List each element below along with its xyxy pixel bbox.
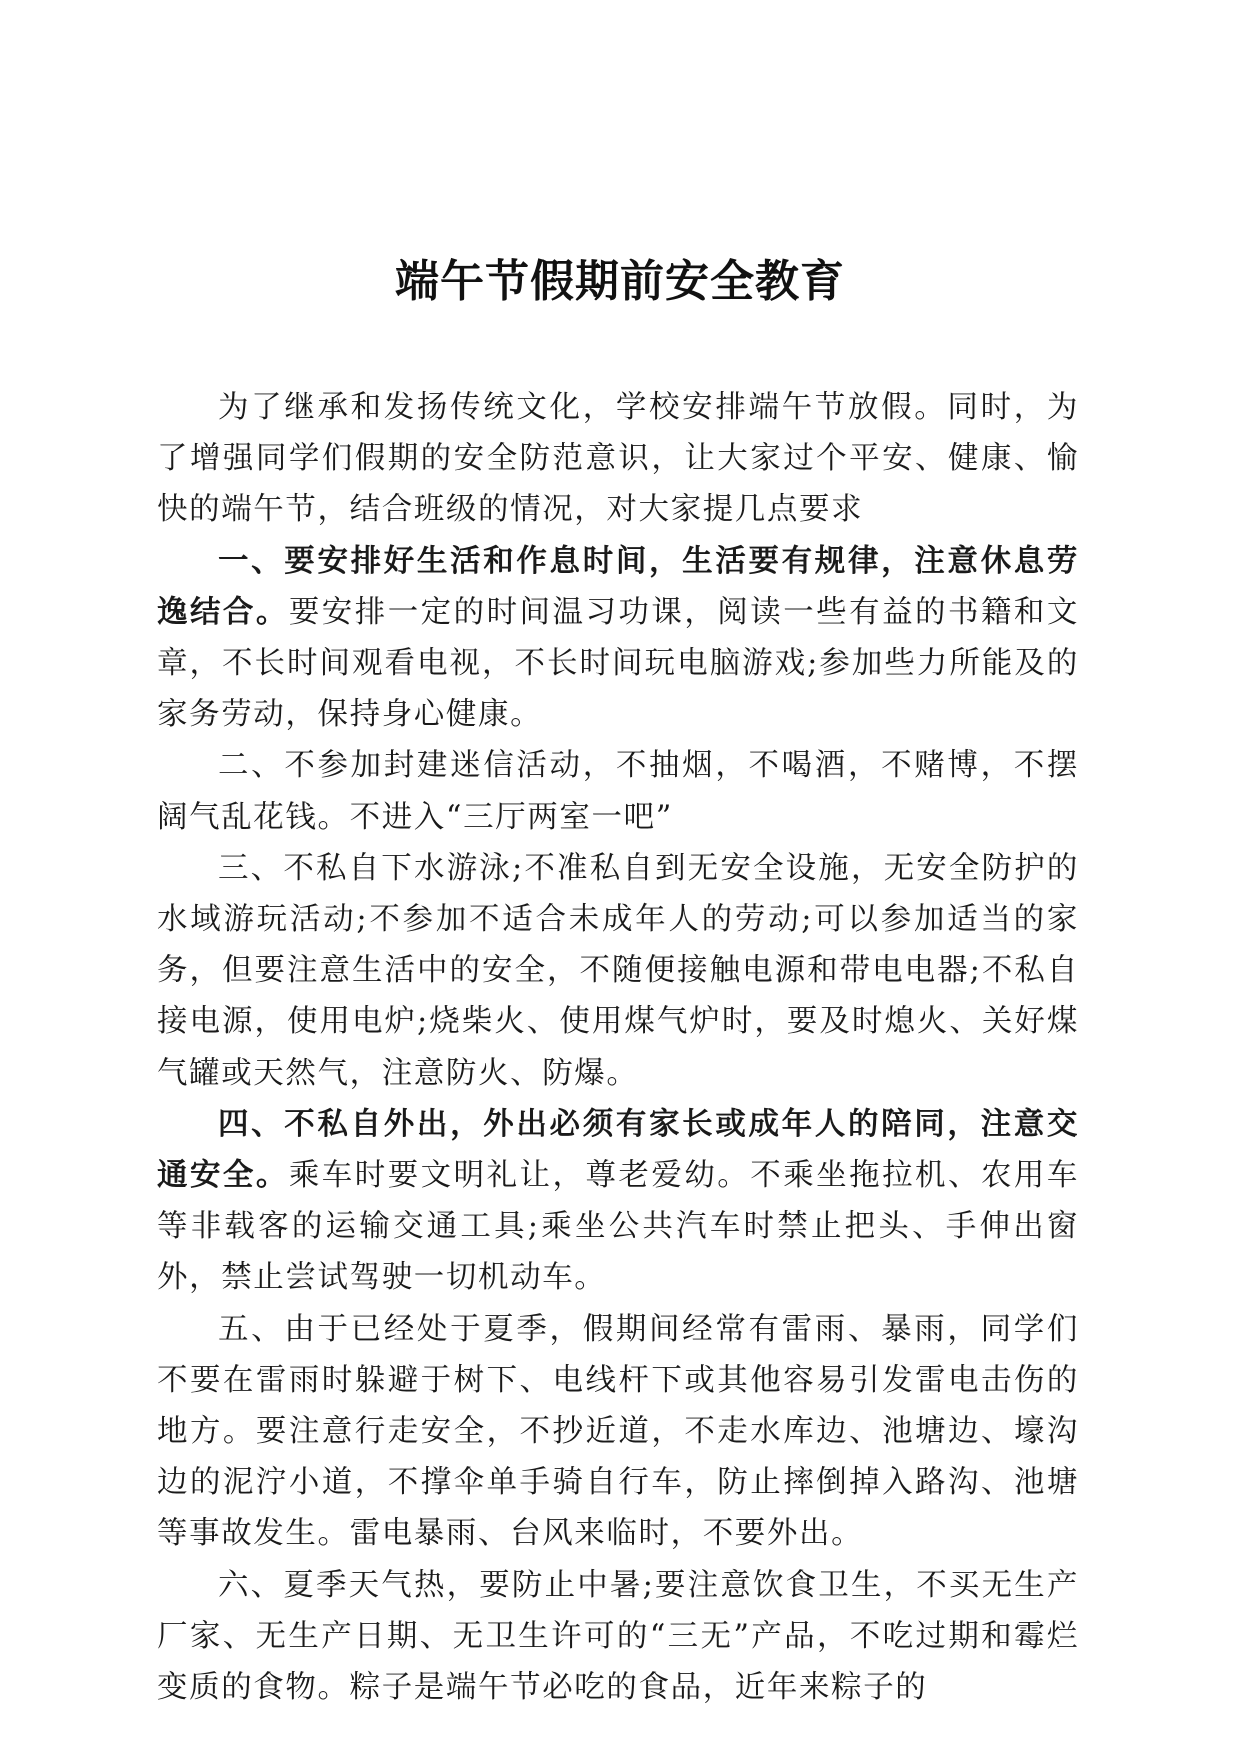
section-1-body: 要安排一定的时间温习功课，阅读一些有益的书籍和文章，不长时间观看电视，不长时间玩电脑游戏;参加些力所能及的家务劳动，保持身心健康。 xyxy=(157,594,1079,733)
section-2-lead: 二、 xyxy=(218,748,285,784)
section-4-body: 乘车时要文明礼让，尊老爱幼。不乘坐拖拉机、农用车等非载客的运输交通工具;乘坐公共汽车时禁止把头、手伸出窗外，禁止尝试驾驶一切机动车。 xyxy=(157,1158,1079,1296)
section-5-lead: 五、 xyxy=(218,1311,285,1347)
section-4-paragraph xyxy=(157,1099,1079,1304)
section-3-paragraph xyxy=(157,843,1079,1099)
document-title: 端午节假期前安全教育 xyxy=(395,256,845,307)
section-6-paragraph xyxy=(157,1560,1079,1714)
document-body xyxy=(157,382,1079,1713)
section-6-body: 夏季天气热，要防止中暑;要注意饮食卫生，不买无生产厂家、无生产日期、无卫生许可的“三无”产品，不吃过期和霉烂变质的食物。粽子是端午节必吃的食品，近年来粽子的 xyxy=(157,1567,1080,1706)
intro-paragraph: 为了继承和发扬传统文化，学校安排端午节放假。同时，为了增强同学们假期的安全防范意识，让大家过个平安、健康、愉快的端午节，结合班级的情况，对大家提几点要求 xyxy=(157,390,1079,528)
section-3-lead: 三、不私自下水游泳 xyxy=(218,850,512,886)
section-1-paragraph xyxy=(157,536,1079,741)
section-1-lead: 一、要安排好生活和作息时间，生活要有规律，注意休息劳逸结合。 xyxy=(157,543,1079,630)
section-6-lead: 六、 xyxy=(218,1567,284,1603)
section-4-lead: 四、不私自外出，外出必须有家长或成年人的陪同，注意交通安全。 xyxy=(157,1106,1079,1194)
section-2-body: 不参加封建迷信活动，不抽烟，不喝酒，不赌博，不摆阔气乱花钱。不进入“三厅两室一吧” xyxy=(157,748,1079,835)
section-5-paragraph xyxy=(157,1304,1079,1560)
section-2-paragraph xyxy=(157,740,1079,842)
section-3-body: ;不准私自到无安全设施，无安全防护的水域游玩活动;不参加不适合未成年人的劳动;可以参加适当的家务，但要注意生活中的安全，不随便接触电源和带电电器;不私自接电源，使用电炉;烧柴火、使用煤气炉时，要及时熄火、关好煤气罐或天然气，注意防火、防爆。 xyxy=(157,850,1080,1091)
section-5-body: 由于已经处于夏季，假期间经常有雷雨、暴雨，同学们不要在雷雨时躲避于树下、电线杆下或其他容易引发雷电击伤的地方。要注意行走安全，不抄近道，不走水库边、池塘边、壕沟边的泥泞小道，不撑伞单手骑自行车，防止摔倒掉入路沟、池塘等事故发生。雷电暴雨、台风来临时，不要外出。 xyxy=(157,1311,1079,1552)
